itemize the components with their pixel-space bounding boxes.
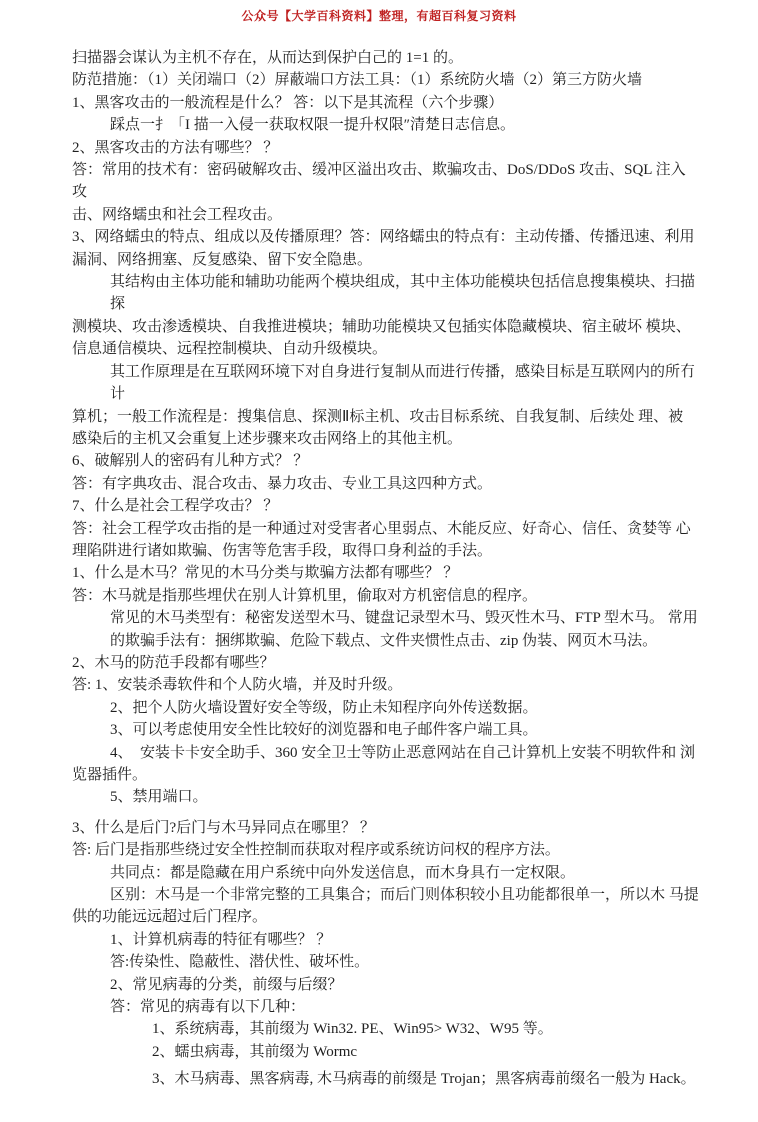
text-line: 答：常用的技术有：密码破解攻击、缓冲区溢出攻击、欺骗攻击、DoS/DDoS 攻击、SQL 注入 攻 (72, 162, 690, 201)
text-line: 6、破解别人的密码有儿种方式？ ？ (72, 453, 309, 470)
text-line: 供的功能远远超过后门程序。 (72, 909, 268, 926)
text-line: 共同点：都是隐藏在用户系统中向外发送信息，而木身具冇一定权限。 (110, 864, 576, 881)
text-line: 1、系统病毒，其前缀为 Win32. PE、Win95> W32、W95 等。 (152, 1021, 553, 1038)
text-line: 3、什么是后门?后门与木马异同点在哪里？ ？ (72, 819, 375, 836)
text-line: 答：常见的病毒有以下几种： (110, 999, 306, 1016)
text-line: 答：社会工程学攻击指的是一种通过对受害者心里弱点、木能反应、好奇心、信任、贪婪等 心 (72, 520, 691, 537)
text-line: 1、黑客攻击的一般流程是什么？ 答：以下是其流程（六个步骤） (72, 94, 504, 111)
text-line: 的欺骗手法有：捆绑欺骗、危险下载点、文件夹惯性点击、zip 伪装、网页木马法。 (110, 632, 658, 649)
text-line: 其工作原理是在互联网环境下对自身进行复制从而进行传播，感染目标是互联网内的所冇计 (110, 363, 696, 403)
text-line: 测模块、攻击渗透模块、自我推进模块；辅助功能模块又包插实体隐藏模块、宿主破坏 模块、 (72, 318, 691, 335)
text-line: 4、 安装卡卡安全助手、360 安全卫士等防止恶意网站在自己计算机上安装不明软件和 浏 (110, 744, 696, 761)
text-line: 击、网络蠕虫和社会工程攻击。 (72, 206, 283, 223)
text-line: 常见的木马类型有：秘密发送型木马、键盘记录型木马、毁灭性木马、FTP 型木马。 常用 (110, 610, 698, 627)
text-line: 览器插件。 (72, 767, 148, 783)
text-line: 答: 1、安装杀毒软件和个人防火墙，并及时升级。 (72, 677, 403, 694)
text-line: 漏洞、网络拥塞、反复感染、留下安全隐患。 (72, 251, 373, 268)
text-line: 理陷阱进行诸如欺骗、伤害等危害手段，取得口身利益的手法。 (72, 542, 493, 559)
text-line: 2、常见病毒的分类，前缀与后缀？ (110, 976, 343, 993)
text-line: 2、蠕虫病毒，其前缀为 Wormc (152, 1043, 358, 1060)
text-line: 信息通信模块、远程控制模块、自动升级模块。 (72, 341, 388, 358)
text-line: 答:传染性、隐蔽性、潜伏性、破坏性。 (110, 954, 370, 971)
page-header-note: 公众号【大学百科资料】整理，有超百科复习资料 (241, 9, 517, 23)
text-line: 2、黑客攻击的方法有哪些？ ？ (72, 139, 279, 156)
text-line: 答：木马就是指那些埋伏在别人计算机里，偷取对方机密信息的程序。 (72, 587, 538, 604)
text-line: 2、木马的防范手段都有哪些？ (72, 654, 275, 671)
document-body (72, 47, 704, 1091)
text-line: 防范措施：（1）关闭端口（2）屏蔽端口方法工具：（1）系统防火墙（2）第三方防火墙 (72, 72, 643, 89)
text-line: 扫描器会谋认为主机不存在，从而达到保护白己的 1=1 的。 (72, 50, 463, 66)
text-line: 2、把个人防火墙设置好安全等级，防止未知程序向外传送数据。 (110, 699, 538, 716)
text-line: 区别：木马是一个非常完整的工具集合；而后门则体积较小且功能都很单一，所以木 马提 (110, 887, 699, 904)
text-line: 3、网络蠕虫的特点、组成以及传播原理？答：网络蠕虫的特点有：主动传播、传播迅速、利用 (72, 229, 695, 246)
text-line: 1、什么是木马？常见的木马分类与欺骗方法都有哪些？ ？ (72, 565, 459, 582)
text-line: 踩点一扌「I 描一入侵一获取权限一提升权限″清楚日志信息。 (110, 117, 515, 134)
text-line: 3、可以考虑使用安全性比较好的浏览器和电子邮件客户端工具。 (110, 722, 538, 739)
text-line: 感染后的主机又会重复上述步骤来攻击网络上的其他主机。 (72, 430, 463, 447)
text-line: 1、计算机病毒的特征有哪些？ ？ (110, 931, 332, 948)
text-line: 答：有字典攻击、混合攻击、暴力攻击、专业工具这四种方式。 (72, 475, 493, 492)
text-line: 其结构由主体功能和辅助功能两个模块组成，其中主体功能模块包括信息搜集模块、扫描探 (110, 274, 696, 313)
text-line: 7、什么是社会工程学攻击？ ？ (72, 498, 279, 515)
text-line: 答: 后门是指那些绕过安全性控制而获取对程序或系统访问权的程序方法。 (72, 842, 560, 859)
text-line: 3、木马病毒、黑客病毒, 木马病毒的前缀是 Trojan；黑客病毒前缀名一般为 Hack。 (152, 1071, 696, 1088)
text-line: 算机；一般工作流程是：搜集信息、探测Ⅱ标主机、攻击目标系统、自我复制、后续处 理、被 (72, 408, 684, 425)
text-line: 5、禁用端口。 (110, 789, 208, 806)
